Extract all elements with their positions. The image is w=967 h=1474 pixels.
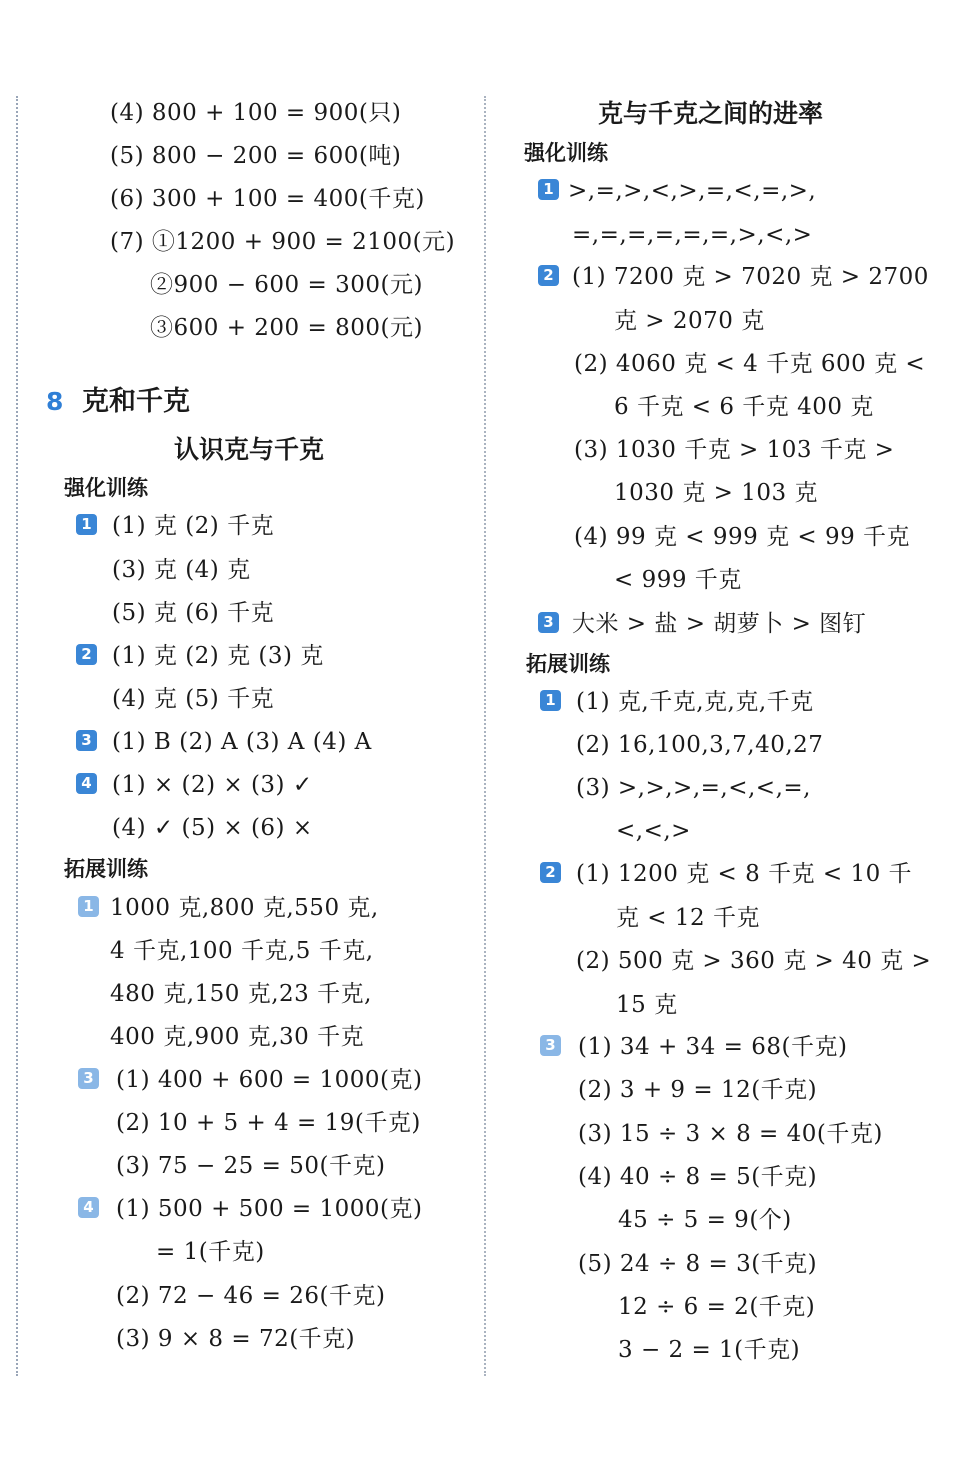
answer-line: (5) 24 ÷ 8 = 3(千克) <box>578 1251 818 1277</box>
answer-line: (3) 1030 千克 > 103 千克 > <box>574 437 895 463</box>
answer-line: 克 < 12 千克 <box>616 905 760 931</box>
question-badge: 2 <box>76 644 97 665</box>
answer-line: 45 ÷ 5 = 9(个) <box>618 1207 792 1233</box>
answer-line: (3) >,>,>,=,<,<,=, <box>576 775 811 801</box>
lesson-title: 克与千克之间的进率 <box>598 99 824 128</box>
answer-line: 6 千克 < 6 千克 400 克 <box>614 394 874 420</box>
question-badge: 1 <box>76 514 97 535</box>
section-heading: 强化训练 <box>64 476 148 500</box>
answer-line: (2) 16,100,3,7,40,27 <box>576 732 824 758</box>
answer-line: (1) 克 (2) 克 (3) 克 <box>112 643 324 669</box>
question-badge: 4 <box>76 773 97 794</box>
answer-line: (4) 克 (5) 千克 <box>112 686 275 712</box>
answer-line: =,=,=,=,=,=,>,<,> <box>572 222 813 248</box>
answer-line: 1030 克 > 103 克 <box>614 480 818 506</box>
question-badge: 3 <box>76 730 97 751</box>
answer-line: 1000 克,800 克,550 克, <box>110 895 379 921</box>
answer-line: <,<,> <box>616 818 691 844</box>
answer-line: 480 克,150 克,23 千克, <box>110 981 372 1007</box>
answer-line: (1) 34 + 34 = 68(千克) <box>578 1034 848 1060</box>
answer-line: (2) 500 克 > 360 克 > 40 克 > <box>576 948 932 974</box>
question-badge: 1 <box>78 896 99 917</box>
question-badge: 2 <box>538 265 559 286</box>
answer-line: (2) 72 − 46 = 26(千克) <box>116 1283 386 1309</box>
answer-line: (1) 400 + 600 = 1000(克) <box>116 1067 423 1093</box>
answer-line: 400 克,900 克,30 千克 <box>110 1024 365 1050</box>
answer-line: (4) 40 ÷ 8 = 5(千克) <box>578 1164 818 1190</box>
answer-line: (3) 克 (4) 克 <box>112 557 251 583</box>
answer-line: (1) 1200 克 < 8 千克 < 10 千 <box>576 861 913 887</box>
question-badge: 3 <box>78 1068 99 1089</box>
answer-line: (6) 300 + 100 = 400(千克) <box>110 186 425 212</box>
answer-line: < 999 千克 <box>614 567 742 593</box>
answer-line: (3) 15 ÷ 3 × 8 = 40(千克) <box>578 1121 883 1147</box>
answer-line: (1) × (2) × (3) ✓ <box>112 772 313 798</box>
answer-line: (1) 500 + 500 = 1000(克) <box>116 1196 423 1222</box>
answer-line: >,=,>,<,>,=,<,=,>, <box>568 178 817 204</box>
answer-line: (7) ①1200 + 900 = 2100(元) <box>110 229 456 255</box>
question-badge: 1 <box>540 690 561 711</box>
answer-line: (4) 99 克 < 999 克 < 99 千克 <box>574 524 911 550</box>
section-heading: 拓展训练 <box>64 857 148 881</box>
answer-line: ③600 + 200 = 800(元) <box>150 315 423 341</box>
question-badge: 4 <box>78 1197 99 1218</box>
question-badge: 3 <box>540 1035 561 1056</box>
answer-line: (3) 75 − 25 = 50(千克) <box>116 1153 386 1179</box>
chapter-number: 8 <box>46 387 64 416</box>
answer-line: (1) 7200 克 > 7020 克 > 2700 <box>572 264 929 290</box>
answer-line: (3) 9 × 8 = 72(千克) <box>116 1326 356 1352</box>
question-badge: 3 <box>538 612 559 633</box>
answer-line: (1) 克 (2) 千克 <box>112 513 275 539</box>
answer-line: (1) 克,千克,克,克,千克 <box>576 689 814 715</box>
section-heading: 拓展训练 <box>526 652 610 676</box>
answer-line: (1) B (2) A (3) A (4) A <box>112 729 372 755</box>
column-divider <box>484 96 486 1376</box>
answer-line: (5) 克 (6) 千克 <box>112 600 275 626</box>
answer-line: (4) ✓ (5) × (6) × <box>112 815 313 841</box>
answer-line: 大米 > 盐 > 胡萝卜 > 图钉 <box>572 611 867 637</box>
answer-line: (2) 3 + 9 = 12(千克) <box>578 1077 818 1103</box>
answer-line: = 1(千克) <box>156 1239 265 1265</box>
answer-line: 3 − 2 = 1(千克) <box>618 1337 801 1363</box>
answer-line: (2) 4060 克 < 4 千克 600 克 < <box>574 351 926 377</box>
answer-line: 4 千克,100 千克,5 千克, <box>110 938 374 964</box>
answer-line: (5) 800 − 200 = 600(吨) <box>110 143 402 169</box>
section-heading: 强化训练 <box>524 141 608 165</box>
answer-line: 12 ÷ 6 = 2(千克) <box>618 1294 816 1320</box>
answer-line: 15 克 <box>616 992 678 1018</box>
chapter-title: 克和千克 <box>82 386 190 417</box>
question-badge: 2 <box>540 862 561 883</box>
answer-line: (2) 10 + 5 + 4 = 19(千克) <box>116 1110 421 1136</box>
lesson-title: 认识克与千克 <box>174 435 325 464</box>
left-margin-dots <box>16 96 18 1376</box>
answer-line: ②900 − 600 = 300(元) <box>150 272 423 298</box>
answer-line: (4) 800 + 100 = 900(只) <box>110 100 402 126</box>
question-badge: 1 <box>538 179 559 200</box>
answer-line: 克 > 2070 克 <box>614 308 765 334</box>
